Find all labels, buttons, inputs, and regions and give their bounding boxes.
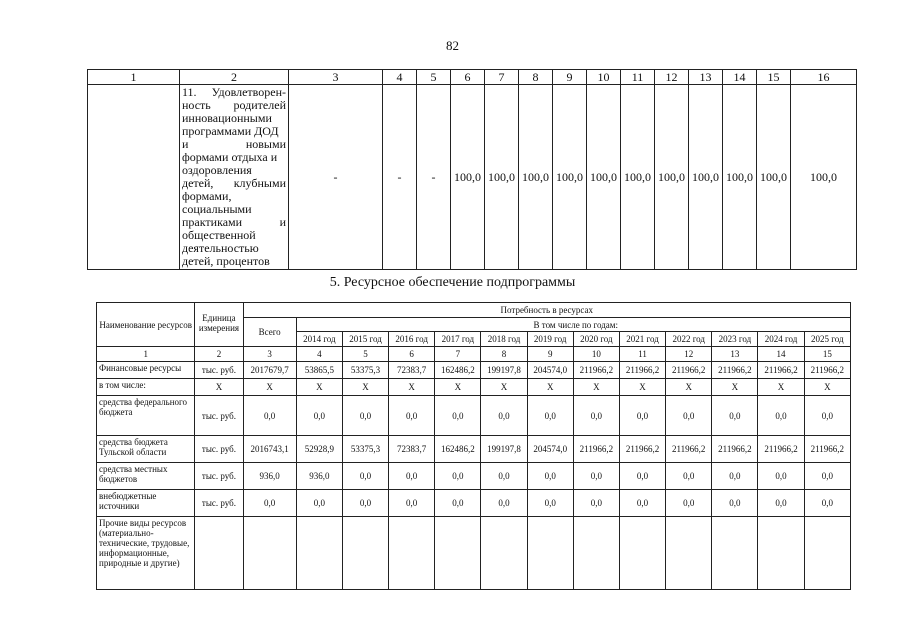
indicator-row: [88, 85, 857, 270]
year-header: 2015 год: [342, 332, 388, 347]
resource-year-value: [296, 517, 342, 590]
description-line: детей, процентов: [182, 254, 270, 268]
resource-year-value: 0,0: [666, 396, 712, 436]
column-number: 3: [289, 70, 383, 85]
resource-year-value: 162486,2: [435, 436, 481, 463]
column-number: 10: [573, 347, 619, 362]
indicator-value: 100,0: [519, 85, 553, 270]
description-line: программами ДОД: [182, 124, 279, 138]
resource-unit: тыс. руб.: [195, 362, 243, 379]
resource-row: [97, 517, 851, 590]
resource-name: средства местных бюджетов: [97, 463, 195, 490]
section-title: 5. Ресурсное обеспечение подпрограммы: [329, 275, 576, 290]
resource-year-value: 0,0: [527, 463, 573, 490]
resource-year-value: 211966,2: [573, 362, 619, 379]
resource-year-value: 211966,2: [758, 436, 804, 463]
resource-total: X: [243, 379, 296, 396]
column-number: 9: [527, 347, 573, 362]
resource-total: 0,0: [243, 396, 296, 436]
column-number: 10: [587, 70, 621, 85]
page-number: 82: [446, 38, 459, 53]
resource-year-value: 0,0: [573, 463, 619, 490]
resource-year-value: 0,0: [666, 490, 712, 517]
column-number: 14: [723, 70, 757, 85]
empty-cell: [88, 85, 180, 270]
indicator-value: 100,0: [757, 85, 791, 270]
column-number-row: [88, 70, 857, 85]
indicator-value: 100,0: [621, 85, 655, 270]
column-number: 5: [342, 347, 388, 362]
resource-year-value: 0,0: [481, 490, 527, 517]
year-header: 2025 год: [804, 332, 850, 347]
resource-year-value: 211966,2: [666, 362, 712, 379]
resource-year-value: 0,0: [573, 396, 619, 436]
resource-year-value: 211966,2: [619, 436, 665, 463]
resource-year-value: 0,0: [758, 490, 804, 517]
resource-unit: тыс. руб.: [195, 463, 243, 490]
resource-year-value: 0,0: [296, 396, 342, 436]
resource-year-value: 0,0: [389, 396, 435, 436]
column-number: 2: [180, 70, 289, 85]
resource-year-value: X: [712, 379, 758, 396]
resource-year-value: 0,0: [619, 396, 665, 436]
resource-year-value: X: [296, 379, 342, 396]
description-line: формами отдыха и: [182, 150, 278, 164]
year-header: 2018 год: [481, 332, 527, 347]
description-line: формами,: [182, 189, 232, 203]
resource-total: 936,0: [243, 463, 296, 490]
description-line: и новыми: [182, 137, 286, 151]
indicator-value: 100,0: [553, 85, 587, 270]
resource-total: 2016743,1: [243, 436, 296, 463]
resource-name: внебюджетные источники: [97, 490, 195, 517]
resource-year-value: 52928,9: [296, 436, 342, 463]
indicator-value: 100,0: [587, 85, 621, 270]
indicator-value: 100,0: [485, 85, 519, 270]
resource-year-value: 0,0: [342, 396, 388, 436]
year-header: 2017 год: [435, 332, 481, 347]
indicator-value: 100,0: [655, 85, 689, 270]
indicator-value: -: [289, 85, 383, 270]
resource-row: [97, 396, 851, 436]
resource-name-header: Наименование ресурсов: [97, 303, 195, 347]
resource-year-value: 211966,2: [666, 436, 712, 463]
resources-table: [96, 302, 851, 590]
resource-year-value: 0,0: [619, 490, 665, 517]
resource-year-value: 199197,8: [481, 436, 527, 463]
resource-unit: X: [195, 379, 243, 396]
indicator-value: 100,0: [689, 85, 723, 270]
resource-year-value: X: [481, 379, 527, 396]
resource-year-value: 0,0: [342, 490, 388, 517]
resource-year-value: X: [389, 379, 435, 396]
indicator-value: 100,0: [791, 85, 857, 270]
resource-year-value: [435, 517, 481, 590]
description-line: деятельностью: [182, 241, 259, 255]
resource-name: Финансовые ресурсы: [97, 362, 195, 379]
resource-year-value: 0,0: [389, 463, 435, 490]
resource-year-value: X: [527, 379, 573, 396]
resource-row: [97, 490, 851, 517]
resource-year-value: 0,0: [712, 396, 758, 436]
resource-year-value: 0,0: [389, 490, 435, 517]
resource-year-value: 0,0: [573, 490, 619, 517]
year-header: 2021 год: [619, 332, 665, 347]
column-number: 7: [485, 70, 519, 85]
resource-year-value: [712, 517, 758, 590]
column-number: 15: [804, 347, 850, 362]
column-number: 13: [712, 347, 758, 362]
indicator-value: 100,0: [723, 85, 757, 270]
column-number: 9: [553, 70, 587, 85]
description-line: практиками и: [182, 215, 286, 229]
column-number: 12: [666, 347, 712, 362]
resource-year-value: 211966,2: [619, 362, 665, 379]
resource-year-value: [389, 517, 435, 590]
resource-year-value: 936,0: [296, 463, 342, 490]
year-header: 2023 год: [712, 332, 758, 347]
column-number: 5: [417, 70, 451, 85]
resource-year-value: 162486,2: [435, 362, 481, 379]
resource-year-value: 72383,7: [389, 362, 435, 379]
resources-body: [97, 362, 851, 590]
description-line: детей, клубными: [182, 176, 286, 190]
description-line: инновационными: [182, 111, 272, 125]
resource-year-value: 0,0: [758, 396, 804, 436]
resource-year-value: 53865,5: [296, 362, 342, 379]
resource-year-value: [619, 517, 665, 590]
description-line: оздоровления: [182, 163, 252, 177]
description-line: 11. Удовлетворен-: [182, 85, 286, 99]
year-header: 2019 год: [527, 332, 573, 347]
resource-year-value: [573, 517, 619, 590]
resource-unit: [195, 517, 243, 590]
resource-year-value: [666, 517, 712, 590]
resource-year-value: 0,0: [804, 396, 850, 436]
resource-row: [97, 379, 851, 396]
column-number: 8: [481, 347, 527, 362]
resource-total: [243, 517, 296, 590]
header-row: [97, 303, 851, 318]
indicator-description: [180, 85, 289, 270]
resource-year-value: X: [619, 379, 665, 396]
column-number: 1: [97, 347, 195, 362]
resource-year-value: 0,0: [527, 490, 573, 517]
column-number: 8: [519, 70, 553, 85]
resource-unit: тыс. руб.: [195, 490, 243, 517]
needs-header: Потребность в ресурсах: [243, 303, 850, 318]
resource-year-value: 0,0: [342, 463, 388, 490]
column-number: 16: [791, 70, 857, 85]
resource-year-value: X: [666, 379, 712, 396]
resource-year-value: 211966,2: [758, 362, 804, 379]
resource-year-value: X: [342, 379, 388, 396]
resource-year-value: 0,0: [435, 396, 481, 436]
resource-year-value: X: [758, 379, 804, 396]
indicator-value: 100,0: [451, 85, 485, 270]
resource-year-value: 0,0: [481, 463, 527, 490]
year-header: 2020 год: [573, 332, 619, 347]
resource-row: [97, 463, 851, 490]
column-number: 7: [435, 347, 481, 362]
resource-year-value: 72383,7: [389, 436, 435, 463]
resource-name: Прочие виды ресурсов (материально-технические, трудовые, информационные, природные и другие): [97, 517, 195, 590]
indicator-table: [87, 69, 857, 270]
description-line: ность родителей: [182, 98, 286, 112]
resource-year-value: 211966,2: [712, 362, 758, 379]
column-number: 6: [451, 70, 485, 85]
resource-year-value: 0,0: [758, 463, 804, 490]
column-number: 6: [389, 347, 435, 362]
column-number: 2: [195, 347, 243, 362]
resource-name: средства федерального бюджета: [97, 396, 195, 436]
resource-year-value: 0,0: [435, 463, 481, 490]
total-header: Всего: [243, 318, 296, 347]
column-number: 11: [619, 347, 665, 362]
column-number: 3: [243, 347, 296, 362]
year-header: 2016 год: [389, 332, 435, 347]
year-header: 2024 год: [758, 332, 804, 347]
resource-total: 2017679,7: [243, 362, 296, 379]
resource-year-value: 53375,3: [342, 436, 388, 463]
resource-year-value: [527, 517, 573, 590]
resource-year-value: 211966,2: [712, 436, 758, 463]
description-line: социальными: [182, 202, 252, 216]
resource-year-value: 0,0: [666, 463, 712, 490]
column-number: 12: [655, 70, 689, 85]
resource-year-value: [342, 517, 388, 590]
resource-row: [97, 362, 851, 379]
year-header: 2014 год: [296, 332, 342, 347]
column-number: 4: [296, 347, 342, 362]
resource-year-value: 0,0: [296, 490, 342, 517]
resource-year-value: 211966,2: [804, 436, 850, 463]
indicator-value: -: [417, 85, 451, 270]
description-line: общественной: [182, 228, 256, 242]
resource-unit: тыс. руб.: [195, 396, 243, 436]
years-subheader: В том числе по годам:: [296, 318, 850, 332]
resource-year-value: 0,0: [527, 396, 573, 436]
resource-year-value: 0,0: [804, 490, 850, 517]
resource-year-value: [481, 517, 527, 590]
resource-year-value: X: [435, 379, 481, 396]
resource-year-value: 0,0: [712, 463, 758, 490]
column-number: 15: [757, 70, 791, 85]
column-number: 4: [383, 70, 417, 85]
resource-year-value: 211966,2: [804, 362, 850, 379]
resource-year-value: X: [804, 379, 850, 396]
resource-name: в том числе:: [97, 379, 195, 396]
resource-year-value: [758, 517, 804, 590]
resource-row: [97, 436, 851, 463]
resource-year-value: 0,0: [619, 463, 665, 490]
indicator-value: -: [383, 85, 417, 270]
unit-header: Единица измерения: [195, 303, 243, 347]
resource-year-value: 0,0: [481, 396, 527, 436]
resource-year-value: 204574,0: [527, 362, 573, 379]
resource-unit: тыс. руб.: [195, 436, 243, 463]
resource-year-value: 0,0: [804, 463, 850, 490]
resource-year-value: 0,0: [712, 490, 758, 517]
resource-year-value: 204574,0: [527, 436, 573, 463]
column-number: 11: [621, 70, 655, 85]
resource-year-value: 199197,8: [481, 362, 527, 379]
year-header: 2022 год: [666, 332, 712, 347]
resource-year-value: 53375,3: [342, 362, 388, 379]
resource-year-value: X: [573, 379, 619, 396]
resource-year-value: 0,0: [435, 490, 481, 517]
column-number: 1: [88, 70, 180, 85]
resource-year-value: [804, 517, 850, 590]
column-number: 14: [758, 347, 804, 362]
resource-year-value: 211966,2: [573, 436, 619, 463]
resource-name: средства бюджета Тульской области: [97, 436, 195, 463]
column-number: 13: [689, 70, 723, 85]
column-number-row: [97, 347, 851, 362]
resource-total: 0,0: [243, 490, 296, 517]
